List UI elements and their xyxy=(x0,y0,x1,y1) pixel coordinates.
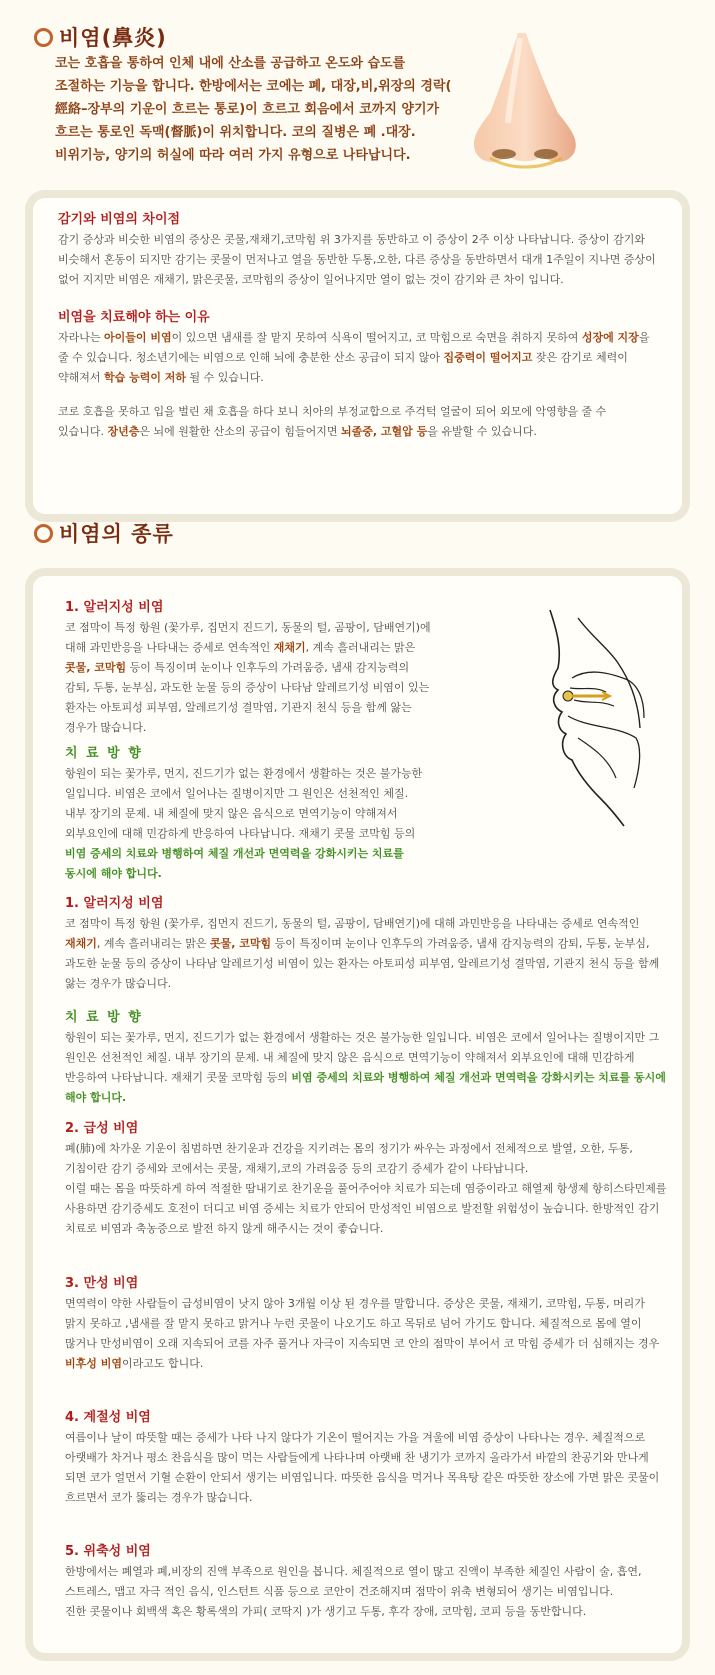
treatment-direction-heading: 치 료 방 향 xyxy=(65,746,143,761)
nose-illustration-icon xyxy=(470,28,580,173)
section-heading: 비염의 종류 xyxy=(59,522,174,546)
section-title-rhinitis xyxy=(34,22,167,52)
circle-bullet-icon xyxy=(34,28,53,47)
acute-rhinitis-text: 폐(肺)에 차가운 기운이 침범하면 찬기운과 건강을 지키려는 몸의 정기가 싸우는 과정에서 전체적으로 발열, 오한, 두통, 기침이란 감기 증세와 코에서는 콧물, 재채기,코의 가려움증 등의 코감기 증세가 같이 나타납니다. 이럴 때는 몸을 따뜻하게 하여 적절한 땀내기로 찬기운을 풀어주어야 치료가 되는데 염증이라고 해열제 항생제 항히스타민제를 사용하면 감기증세도 호전이 더디고 비염 증세는 치료가 안되어 만성적인 비염으로 발전할 위험성이 높습니다. 한방적인 감기 치료로 비염과 축농증으로 발전 하지 않게 해주시는 것이 좋습니다. xyxy=(65,1142,667,1235)
treatment-direction-block xyxy=(65,742,535,884)
treatment-direction-text-2: 항원이 되는 꽃가루, 먼지, 진드기가 없는 환경에서 생활하는 것은 불가능한 일입니다. 비염은 코에서 일어나는 질병이지만 그 원인은 선천적인 체질. 내부 장기의 문제. 내 체질에 맞지 않은 음식으로 면역기능이 약해져서 외부요인에 대해 민감하게 반응하여 나타납니다. 재채기 콧물 코막힘 등의 비염 증세의 치료와 병행하여 체질 개선과 면역력을 강화시키는 치료를 동시에 해야 합니다. xyxy=(65,1031,666,1104)
allergic-rhinitis-heading: 1. 알러지성 비염 xyxy=(65,600,164,615)
allergic-rhinitis-block-2 xyxy=(65,892,675,994)
atrophic-rhinitis-text: 한방에서는 폐열과 폐,비장의 진액 부족으로 원인을 봅니다. 체질적으로 열이 많고 진액이 부족한 체질인 사람이 술, 흡연, 스트레스, 맵고 자극 적인 음식, 인스턴트 식품 등으로 코안이 건조해지며 점막이 위축 변형되어 생기는 비염입니다. 진한 콧물이나 회백색 혹은 황록색의 가피( 코딱지 )가 생기고 두통, 후각 장애, 코막힘, 코피 등을 동반합니다. xyxy=(65,1565,642,1618)
why-treat-text: 자라나는 아이들이 비염이 있으면 냄새를 잘 맡지 못하여 식욕이 떨어지고, 코 막힘으로 숙면을 취하지 못하여 성장에 지장을 줄 수 있습니다. 청소년기에는 비염으로 인해 뇌에 충분한 산소 공급이 되지 않아 집중력이 떨어지고 잦은 감기로 체력이 약해져서 학습 능력이 저하 될 수 있습니다. xyxy=(58,331,650,384)
acute-rhinitis-heading: 2. 급성 비염 xyxy=(65,1121,139,1136)
atrophic-rhinitis-block xyxy=(65,1540,675,1622)
acute-rhinitis-block xyxy=(65,1117,675,1239)
atrophic-rhinitis-heading: 5. 위축성 비염 xyxy=(65,1544,151,1559)
allergic-rhinitis-text: 코 점막이 특정 항원 (꽃가루, 집먼지 진드기, 동물의 털, 곰팡이, 담배연기)에 대해 과민반응을 나타내는 증세로 연속적인 재채기, 계속 흘러내리는 맑은 콧물, 코막힘 등이 특징이며 눈이나 인후두의 가려움증, 냄새 감지능력의 감퇴, 두통, 눈부심, 과도한 눈물 등의 증상이 나타남 알레르기성 비염이 있는 환자는 아토피성 피부염, 알레르기성 결막염, 기관지 천식 등을 함께 앓는 경우가 많습니다. xyxy=(65,621,431,734)
cold-vs-rhinitis-text: 감기 증상과 비슷한 비염의 증상은 콧물,재채기,코막힘 위 3가지를 동반하고 이 증상이 2주 이상 나타납니다. 증상이 감기와 비슷해서 혼동이 되지만 감기는 콧물이 먼저나고 열을 동반한 두통,오한, 다른 증상을 동반하면서 대개 1주일이 지나면 증상이 없어 지지만 비염은 재채기, 맑은콧물, 코막힘의 증상이 일어나지만 열이 없는 것이 감기와 큰 차이 입니다. xyxy=(58,233,656,286)
cold-vs-rhinitis-block xyxy=(58,208,658,290)
cold-vs-rhinitis-heading: 감기와 비염의 차이점 xyxy=(58,212,181,227)
treatment-direction-text: 항원이 되는 꽃가루, 먼지, 진드기가 없는 환경에서 생활하는 것은 불가능한 일입니다. 비염은 코에서 일어나는 질병이지만 그 원인은 선천적인 체질. 내부 장기의 문제. 내 체질에 맞지 않은 음식으로 면역기능이 약해져서 외부요인에 대해 민감하게 반응하여 나타납니다. 재채기 콧물 코막힘 등의 비염 증세의 치료와 병행하여 체질 개선과 면역력을 강화시키는 치료를 동시에 해야 합니다. xyxy=(65,767,423,880)
chronic-rhinitis-heading: 3. 만성 비염 xyxy=(65,1276,139,1291)
circle-bullet-icon xyxy=(34,524,53,543)
chronic-rhinitis-block xyxy=(65,1272,675,1374)
mouth-breathing-text: 코로 호흡을 못하고 입을 벌린 채 호흡을 하다 보니 치아의 부정교합으로 주걱턱 얼굴이 되어 외모에 악영향을 줄 수 있습니다. 장년층은 뇌에 원활한 산소의 공급이 힘들어지면 뇌졸중, 고혈압 등을 유발할 수 있습니다. xyxy=(58,405,607,438)
why-treat-block xyxy=(58,306,658,388)
page-title: 비염(鼻炎) xyxy=(59,26,167,50)
treatment-direction-block-2 xyxy=(65,1006,675,1108)
why-treat-heading: 비염을 치료해야 하는 이유 xyxy=(58,310,210,325)
seasonal-rhinitis-text: 여름이나 날이 따뜻할 때는 증세가 나타 나지 않다가 기온이 떨어지는 가을 겨울에 비염 증상이 나타나는 경우. 체질적으로 아랫배가 차거나 평소 찬음식을 많이 먹는 사람들에게 나타나며 아랫배 찬 냉기가 코까지 올라가서 바깥의 찬공기와 만나게 되면 코가 얼먼서 기혈 순환이 안되서 생기는 비염입니다. 따뜻한 음식을 먹거나 목욕탕 같은 따뜻한 장소에 가면 맑은 콧물이 흐르면서 코가 뚫리는 경우가 많습니다. xyxy=(65,1431,660,1504)
intro-text: 코는 호흡을 통하여 인체 내에 산소를 공급하고 온도와 습도를 조절하는 기능을 합니다. 한방에서는 코에는 폐, 대장,비,위장의 경락( 經絡–장부의 기운이 흐르는 통로)이 흐르고 회음에서 코까지 양기가 흐르는 통로인 독맥(督脈)이 위치합니다. 코의 질병은 폐 .대장. 비위기능, 양기의 허실에 따라 여러 가지 유형으로 나타납니다. xyxy=(55,56,452,163)
allergic-rhinitis-block xyxy=(65,596,535,738)
treatment-direction-heading-2: 치 료 방 향 xyxy=(65,1010,143,1025)
section-title-types xyxy=(34,518,174,548)
mouth-breathing-block xyxy=(58,402,658,442)
nasal-cavity-diagram-icon xyxy=(548,608,648,828)
chronic-rhinitis-text: 면역력이 약한 사람들이 급성비염이 낫지 않아 3개월 이상 된 경우를 말합니다. 증상은 콧물, 재채기, 코막힘, 두통, 머리가 맑지 못하고 ,냄새를 잘 맡지 못하고 맑거나 누런 콧물이 나오기도 하고 목뒤로 넘어 가기도 합니다. 체질적으로 몸에 열이 많거나 만성비염이 오래 지속되어 코를 자주 풀거나 자극이 지속되면 코 안의 점막이 부어서 코 막힘 증세가 더 심해지는 경우 비후성 비염이라고도 합니다. xyxy=(65,1297,660,1370)
seasonal-rhinitis-heading: 4. 계절성 비염 xyxy=(65,1410,151,1425)
seasonal-rhinitis-block xyxy=(65,1406,675,1508)
allergic-rhinitis-heading-2: 1. 알러지성 비염 xyxy=(65,896,164,911)
allergic-rhinitis-text-2: 코 점막이 특정 항원 (꽃가루, 집먼지 진드기, 동물의 털, 곰팡이, 담배연기)에 대해 과민반응을 나타내는 증세로 연속적인 재채기, 계속 흘러내리는 맑은 콧물, 코막힘 등이 특징이며 눈이나 인후두의 가려움증, 냄새 감지능력의 감퇴, 두통, 눈부심, 과도한 눈물 등의 증상이 나타남 알레르기성 비염이 있는 환자는 아토피성 피부염, 알레르기성 결막염, 기관지 천식 등을 함께 앓는 경우가 많습니다. xyxy=(65,917,660,990)
